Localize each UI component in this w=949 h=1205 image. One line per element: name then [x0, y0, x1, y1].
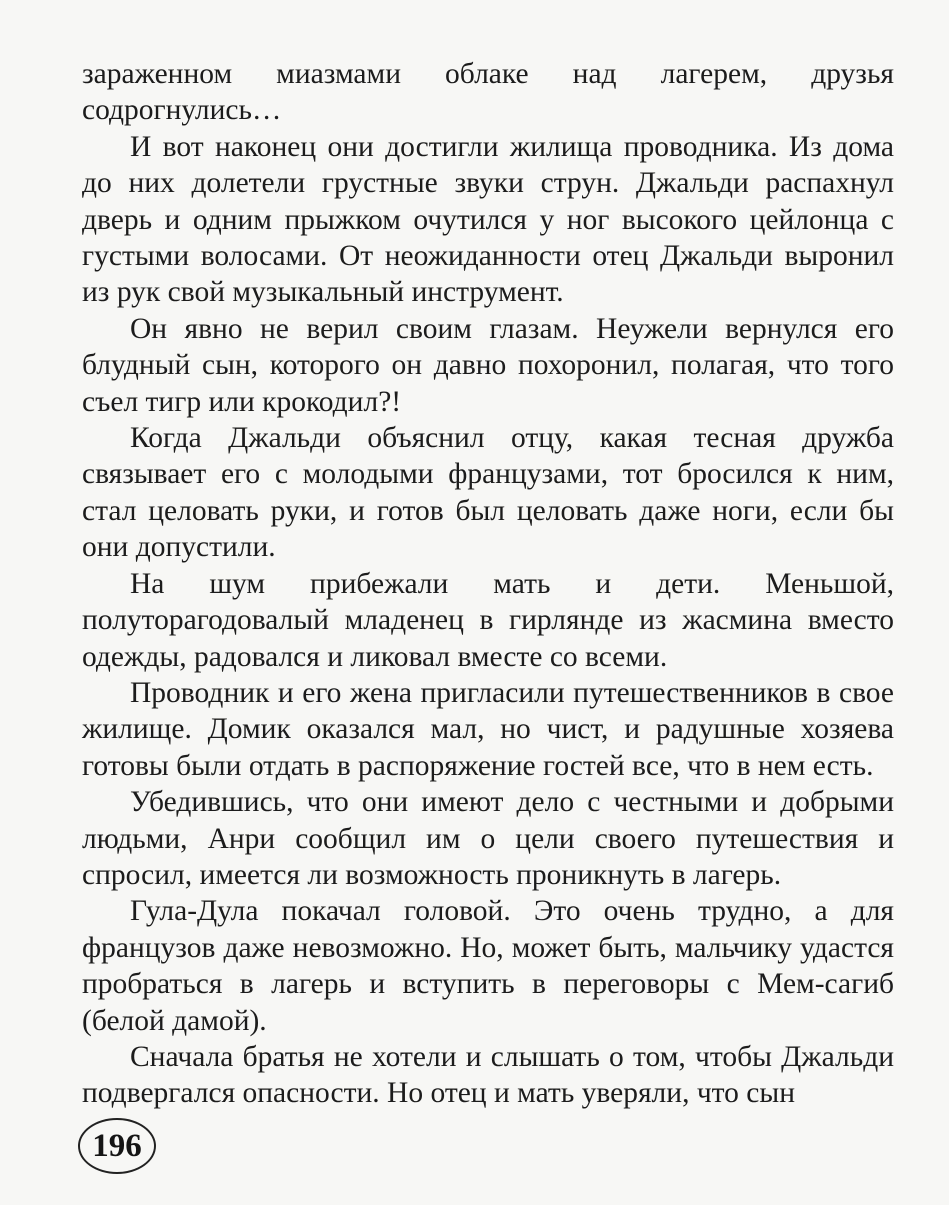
paragraph: зараженном миазмами облаке над лагерем, друзья содрогнулись… — [82, 58, 894, 127]
paragraph: Сначала братья не хотели и слышать о том, чтобы Джальди подвергался опасности. Но отец и мать уверяли, что сын — [82, 1040, 894, 1110]
body-text — [82, 56, 894, 1112]
paragraph: Гула-Дула покачал головой. Это очень трудно, а для французов даже невозможно. Но, может быть, мальчику удастся пробраться в лагерь и вступить в переговоры с Мем-сагиб (белой дамой). — [82, 895, 894, 1037]
paragraph: И вот наконец они достигли жилища проводника. Из дома до них долетели грустные звуки струн. Джальди распахнул дверь и одним прыжком очутился у ног высокого цейлонца с густыми волосами. От неожиданности отец Джальди выронил из рук свой музыкальный инструмент. — [82, 130, 894, 309]
paragraph: Когда Джальди объяснил отцу, какая тесная дружба связывает его с молодыми французами, тот бросился к ним, стал целовать руки, и готов был целовать даже ноги, если бы они допустили. — [82, 422, 894, 564]
page-number: 196 — [78, 1118, 156, 1174]
paragraph: На шум прибежали мать и дети. Меньшой, полуторагодовалый младенец в гирлянде из жасмина вместо одежды, радовался и ликовал вместе со всеми. — [82, 567, 894, 673]
paragraph: Он явно не верил своим глазам. Неужели вернулся его блудный сын, которого он давно похоронил, полагая, что того съел тигр или крокодил?! — [82, 312, 894, 418]
paragraph: Убедившись, что они имеют дело с честными и добрыми людьми, Анри сообщил им о цели своего путешествия и спросил, имеется ли возможность проникнуть в лагерь. — [82, 786, 894, 891]
paragraph: Проводник и его жена пригласили путешественников в свое жилище. Домик оказался мал, но чист, и радушные хозяева готовы были отдать в распоряжение гостей все, что в нем есть. — [82, 676, 894, 782]
